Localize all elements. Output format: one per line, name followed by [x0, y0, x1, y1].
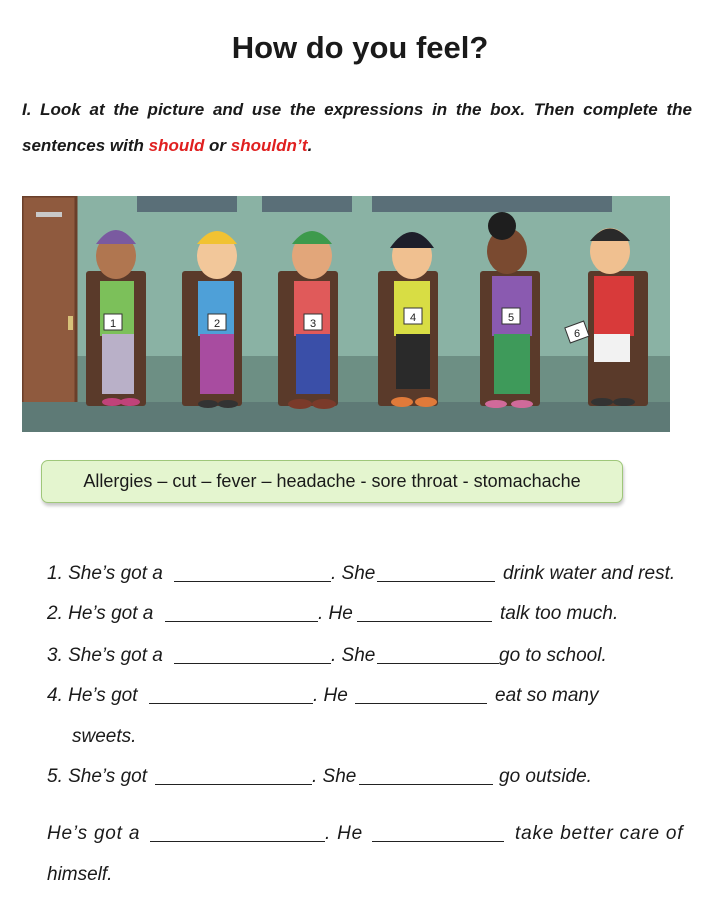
sentence-4-continuation: sweets. — [72, 726, 137, 747]
sentence-6-mid: . He — [325, 823, 364, 844]
keyword-should: should — [148, 136, 205, 155]
sentence-3-end: go to school. — [499, 645, 607, 666]
sentence-6 — [47, 823, 707, 847]
card-2-number: 2 — [213, 318, 221, 330]
sentence-5-start: 5. She’s got — [47, 766, 148, 787]
sentence-3-mid: . She — [331, 645, 376, 666]
sentence-5 — [47, 766, 697, 790]
card-6-number: 6 — [573, 328, 581, 340]
instructions-or: or — [204, 136, 231, 155]
sentence-2-start: 2. He’s got a — [47, 603, 154, 624]
sentence-4-end: eat so many — [495, 685, 599, 706]
sentence-2 — [47, 603, 697, 627]
sentence-1-blank-illness[interactable] — [174, 581, 331, 582]
sentence-1-end: drink water and rest. — [503, 563, 676, 584]
illustration-sick-children — [22, 196, 670, 432]
sentence-1 — [47, 563, 697, 587]
sentence-6-end: take better care of — [515, 823, 684, 844]
sentence-4-start: 4. He’s got — [47, 685, 138, 706]
instructions — [22, 92, 692, 164]
sentence-1-blank-modal[interactable] — [377, 581, 495, 582]
sentence-6-blank-illness[interactable] — [150, 841, 325, 842]
worksheet-title: How do you feel? — [231, 30, 489, 65]
sentence-4-mid: . He — [313, 685, 348, 706]
sentence-3-blank-modal[interactable] — [377, 663, 499, 664]
sentence-6-blank-modal[interactable] — [372, 841, 504, 842]
sentence-2-blank-illness[interactable] — [165, 621, 318, 622]
sentence-4-blank-modal[interactable] — [355, 703, 487, 704]
sentence-1-start: 1. She’s got a — [47, 563, 163, 584]
sentence-1-mid: . She — [331, 563, 376, 584]
sentence-4 — [47, 685, 697, 709]
card-1-number: 1 — [109, 318, 117, 330]
sentence-2-blank-modal[interactable] — [357, 621, 492, 622]
sentence-5-mid: . She — [312, 766, 357, 787]
sentence-5-blank-illness[interactable] — [155, 784, 312, 785]
sentence-6-continuation: himself. — [47, 864, 113, 885]
sentence-4-blank-illness[interactable] — [149, 703, 313, 704]
sentence-6-start: He’s got a — [47, 823, 141, 844]
card-5-number: 5 — [507, 312, 515, 324]
card-3-number: 3 — [309, 318, 317, 330]
sentence-5-end: go outside. — [499, 766, 592, 787]
card-4-number: 4 — [409, 312, 417, 324]
instructions-text: I. Look at the picture and use the expressions in the box. Then complete the sentences with — [22, 100, 692, 155]
keyword-shouldnt: shouldn’t — [230, 136, 308, 155]
instructions-period: . — [307, 136, 313, 155]
sentence-3 — [47, 645, 697, 669]
sentence-2-end: talk too much. — [500, 603, 619, 624]
sentence-3-start: 3. She’s got a — [47, 645, 163, 666]
sentence-2-mid: . He — [318, 603, 353, 624]
sentence-5-blank-modal[interactable] — [359, 784, 493, 785]
sentence-3-blank-illness[interactable] — [174, 663, 331, 664]
expression-word-box: Allergies – cut – fever – headache - sore throat - stomachache — [41, 460, 623, 503]
